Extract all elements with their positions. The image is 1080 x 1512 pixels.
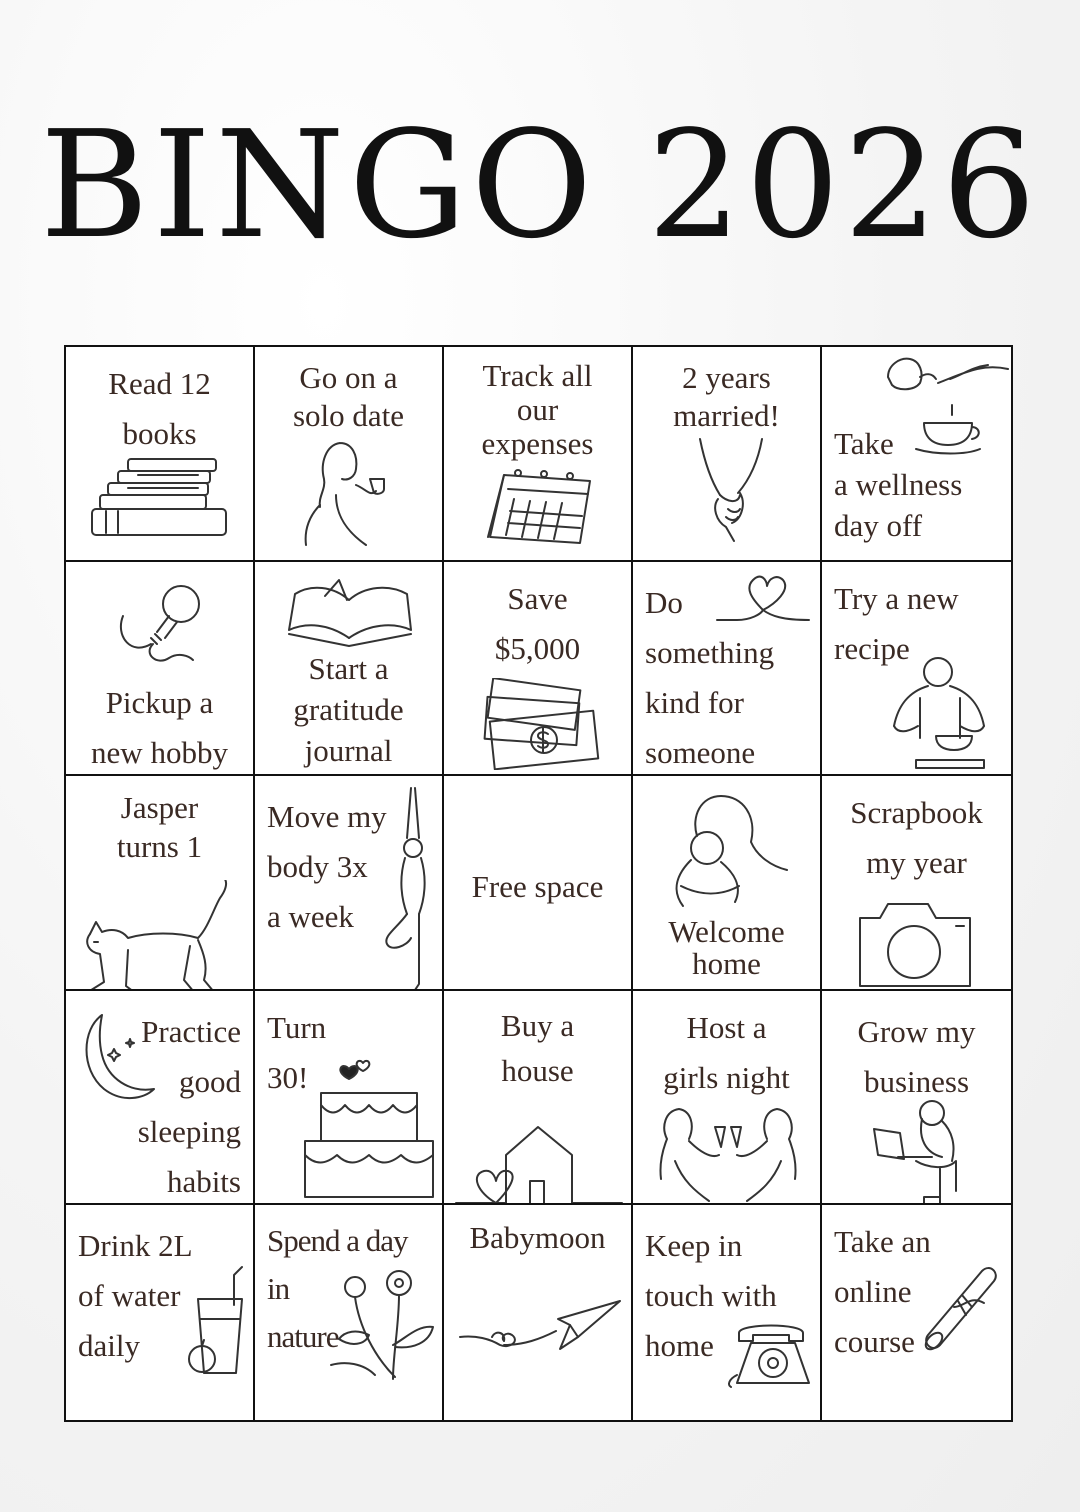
cell-label: Take an online course <box>834 1224 931 1360</box>
cell-label: Pickup a new hobby <box>91 684 228 770</box>
cell-label: Scrapbook my year <box>850 795 983 881</box>
cell-label: Move my body 3x a week <box>267 799 387 935</box>
heart-icon <box>713 572 813 628</box>
moon-icon <box>74 1009 158 1105</box>
bingo-cell-keep-in-touch[interactable] <box>633 1205 822 1420</box>
yoga-icon <box>375 784 444 991</box>
open-book-icon <box>285 576 415 652</box>
bingo-grid <box>64 345 1013 1422</box>
bingo-cell-wellness-day[interactable] <box>822 347 1011 562</box>
bingo-cell-free-space[interactable] <box>444 776 633 991</box>
bingo-cell-married[interactable] <box>633 347 822 562</box>
teapot-icon <box>880 349 1010 461</box>
bingo-cell-scrapbook[interactable] <box>822 776 1011 991</box>
bingo-cell-save-money[interactable] <box>444 562 633 777</box>
laptop-icon <box>870 1095 970 1206</box>
bingo-cell-track-expenses[interactable] <box>444 347 633 562</box>
bingo-cell-sleep[interactable] <box>66 991 255 1206</box>
cell-label: Babymoon <box>469 1220 606 1256</box>
flowers-icon <box>329 1265 441 1383</box>
books-icon <box>88 455 228 539</box>
bingo-cell-solo-date[interactable] <box>255 347 444 562</box>
house-icon <box>454 1121 624 1206</box>
cell-label: Take a wellness day off <box>834 426 963 543</box>
bingo-cell-kindness[interactable] <box>633 562 822 777</box>
page-title: BINGO 2026 <box>40 99 1040 271</box>
cell-label: Save $5,000 <box>494 580 581 666</box>
bingo-cell-read-books[interactable] <box>66 347 255 562</box>
bingo-cell-babymoon[interactable] <box>444 1205 633 1420</box>
bingo-cell-girls-night[interactable] <box>633 991 822 1206</box>
telephone-icon <box>725 1315 821 1389</box>
bingo-cell-drink-water[interactable] <box>66 1205 255 1420</box>
camera-icon <box>854 896 978 991</box>
cell-label: Buy a house <box>500 1007 575 1088</box>
bingo-cell-jasper[interactable] <box>66 776 255 991</box>
bingo-cell-new-recipe[interactable] <box>822 562 1011 777</box>
cat-icon <box>80 880 244 991</box>
bingo-cell-grow-business[interactable] <box>822 991 1011 1206</box>
cell-label: Keep in touch with home <box>645 1228 777 1364</box>
cell-label: Try a new recipe <box>834 580 959 666</box>
cell-label: Start a gratitude journal <box>293 650 404 768</box>
lightbulb-icon <box>111 576 211 676</box>
cell-label: Practice good sleeping habits <box>137 1013 241 1199</box>
bingo-cell-welcome-home[interactable] <box>633 776 822 991</box>
bingo-cell-buy-house[interactable] <box>444 991 633 1206</box>
cell-label: Free space <box>471 869 604 905</box>
money-icon <box>482 678 602 770</box>
cell-label: Welcome home <box>668 914 785 982</box>
cell-label: Spend a day in nature <box>267 1223 408 1355</box>
water-glass-icon <box>184 1265 250 1377</box>
bingo-cell-gratitude-journal[interactable] <box>255 562 444 777</box>
cell-label: Do something kind for someone <box>645 584 775 770</box>
cake-icon <box>299 1049 439 1203</box>
bingo-cell-new-hobby[interactable] <box>66 562 255 777</box>
bingo-cell-online-course[interactable] <box>822 1205 1011 1420</box>
bingo-cell-turn-30[interactable] <box>255 991 444 1206</box>
mother-baby-icon <box>661 786 791 918</box>
cell-label: Host a girls night <box>663 1009 790 1095</box>
cell-label: Jasper turns 1 <box>116 790 203 865</box>
diploma-icon <box>918 1255 1000 1351</box>
cell-label: Go on a solo date <box>292 360 405 433</box>
cell-label: 2 years married! <box>673 360 780 433</box>
bingo-cell-nature[interactable] <box>255 1205 444 1420</box>
toast-icon <box>655 1101 801 1206</box>
chef-icon <box>880 650 1010 777</box>
paper-plane-icon <box>458 1297 624 1367</box>
woman-coffee-icon <box>300 435 400 547</box>
cell-label: Track all our expenses <box>481 358 594 461</box>
calendar-icon <box>484 465 592 549</box>
cell-label: Turn 30! <box>267 1009 327 1095</box>
cell-label: Read 12 books <box>108 366 211 451</box>
cell-label: Grow my business <box>857 1013 976 1099</box>
holding-hands-icon <box>678 435 778 547</box>
bingo-cell-move-body[interactable] <box>255 776 444 991</box>
cell-label: Drink 2L of water daily <box>78 1228 193 1364</box>
